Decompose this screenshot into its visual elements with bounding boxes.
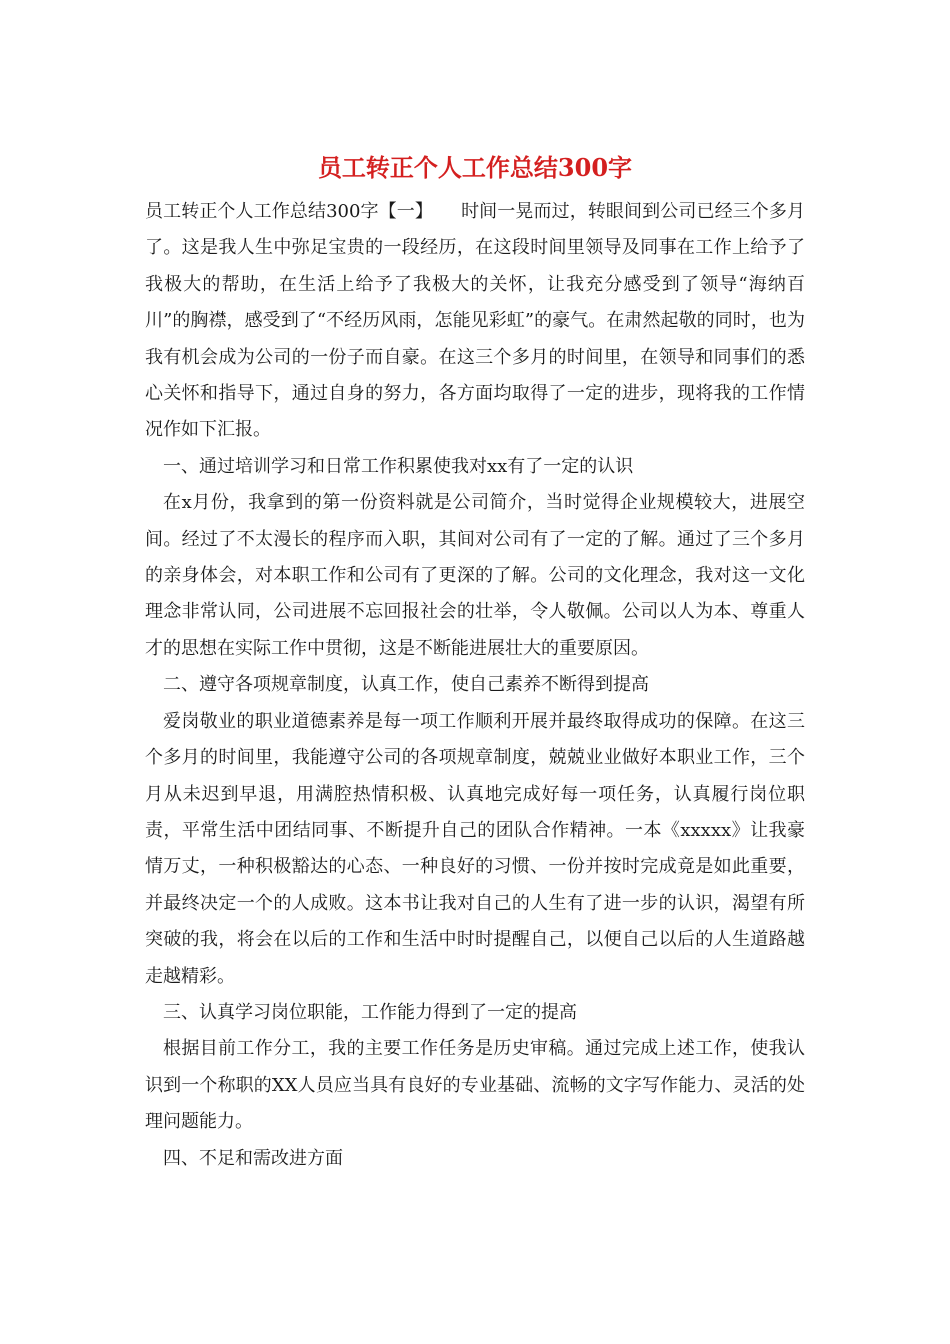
section3-heading: 三、认真学习岗位职能，工作能力得到了一定的提高	[163, 1001, 577, 1023]
section2-heading: 二、遵守各项规章制度，认真工作，使自己素养不断得到提高	[163, 674, 649, 696]
document-title: 员工转正个人工作总结300字	[317, 153, 633, 182]
intro-text: 时间一晃而过，转眼间到公司已经三个多月了。这是我人生中弥足宝贵的一段经历，在这段时间里领导及同事在工作上给予了我极大的帮助，在生活上给予了我极大的关怀，让我充分感受到了领导“海纳百川”的胸襟，感受到了“不经历风雨，怎能见彩虹”的豪气。在肃然起敬的同时，也为我有机会成为公司的一份子而自豪。在这三个多月的时间里，在领导和同事们的悉心关怀和指导下，通过自身的努力，各方面均取得了一定的进步，现将我的工作情况作如下汇报。	[145, 201, 806, 441]
document-body	[145, 194, 805, 1177]
section1-paragraph: 在x月份，我拿到的第一份资料就是公司简介，当时觉得企业规模较大，进展空间。经过了不太漫长的程序而入职，其间对公司有了一定的了解。通过了三个多月的亲身体会，对本职工作和公司有了更深的了解。公司的文化理念，我对这一文化理念非常认同，公司进展不忘回报社会的壮举，令人敬佩。公司以人为本、尊重人才的思想在实际工作中贯彻，这是不断能进展壮大的重要原因。	[145, 492, 805, 659]
section3-paragraph: 根据目前工作分工，我的主要工作任务是历史审稿。通过完成上述工作，使我认识到一个称职的XX人员应当具有良好的专业基础、流畅的文字写作能力、灵活的处理问题能力。	[145, 1038, 805, 1133]
intro-paragraph	[145, 194, 805, 449]
section2-paragraph: 爱岗敬业的职业道德素养是每一项工作顺利开展并最终取得成功的保障。在这三个多月的时间里，我能遵守公司的各项规章制度，兢兢业业做好本职业工作，三个月从未迟到早退，用满腔热情积极、认真地完成好每一项任务，认真履行岗位职责，平常生活中团结同事、不断提升自己的团队合作精神。一本《xxxxx》让我豪情万丈，一种积极豁达的心态、一种良好的习惯、一份并按时完成竟是如此重要，并最终决定一个的人成败。这本书让我对自己的人生有了进一步的认识，渴望有所突破的我，将会在以后的工作和生活中时时提醒自己，以便自己以后的人生道路越走越精彩。	[145, 710, 805, 987]
intro-label: 员工转正个人工作总结300字【一】	[145, 201, 433, 222]
section1-heading: 一、通过培训学习和日常工作积累使我对xx有了一定的认识	[163, 455, 634, 477]
section4-heading: 四、不足和需改进方面	[163, 1147, 343, 1169]
